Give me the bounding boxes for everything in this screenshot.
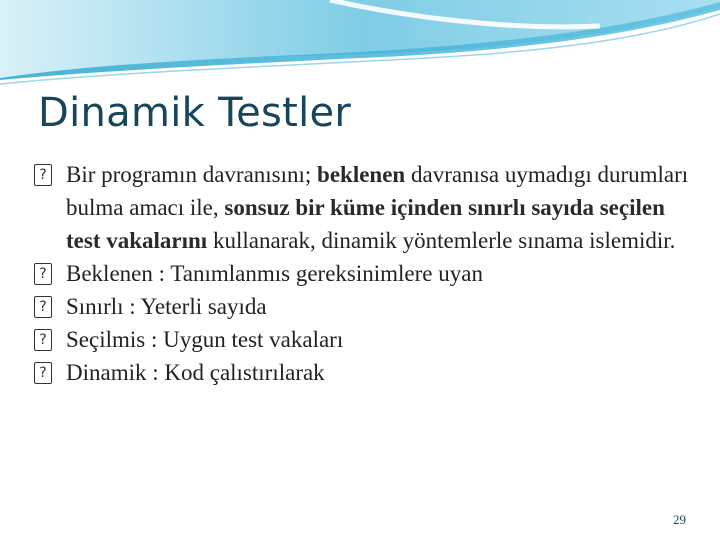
term-sinirli bbox=[30, 290, 700, 323]
missing-glyph-bullet-icon: ? bbox=[34, 362, 52, 384]
definition-paragraph bbox=[30, 158, 700, 257]
definition-text-1: Bir programın davranısını; bbox=[66, 162, 318, 187]
definition-text-3: kullanarak, dinamik yöntemlerle sınama islemidir. bbox=[207, 228, 676, 253]
definition-bold-1: beklenen bbox=[317, 162, 406, 187]
missing-glyph-bullet-icon: ? bbox=[34, 296, 52, 318]
term-text: Seçilmis : Uygun test vakaları bbox=[66, 327, 344, 352]
term-text: Dinamik : Kod çalıstırılarak bbox=[66, 360, 325, 385]
missing-glyph-bullet-icon: ? bbox=[34, 329, 52, 351]
definition-text-2: davranısa uymadıgı durumları bulma amacı ile, bbox=[66, 162, 689, 220]
missing-glyph-bullet-icon: ? bbox=[34, 164, 52, 186]
slide-title: Dinamik Testler bbox=[38, 90, 352, 136]
term-text: Sınırlı : Yeterli sayıda bbox=[66, 294, 267, 319]
term-beklenen bbox=[30, 257, 700, 290]
header-wave-decoration bbox=[0, 0, 720, 90]
term-secilmis bbox=[30, 323, 700, 356]
term-dinamik bbox=[30, 356, 700, 389]
missing-glyph-bullet-icon: ? bbox=[34, 263, 52, 285]
page-number: 29 bbox=[673, 512, 686, 527]
definition-bold-2: sonsuz bir küme içinden sınırlı sayıda seçilen test vakalarını bbox=[66, 195, 665, 253]
slide-content bbox=[30, 158, 700, 389]
term-text: Beklenen : Tanımlanmıs gereksinimlere uyan bbox=[66, 261, 483, 286]
